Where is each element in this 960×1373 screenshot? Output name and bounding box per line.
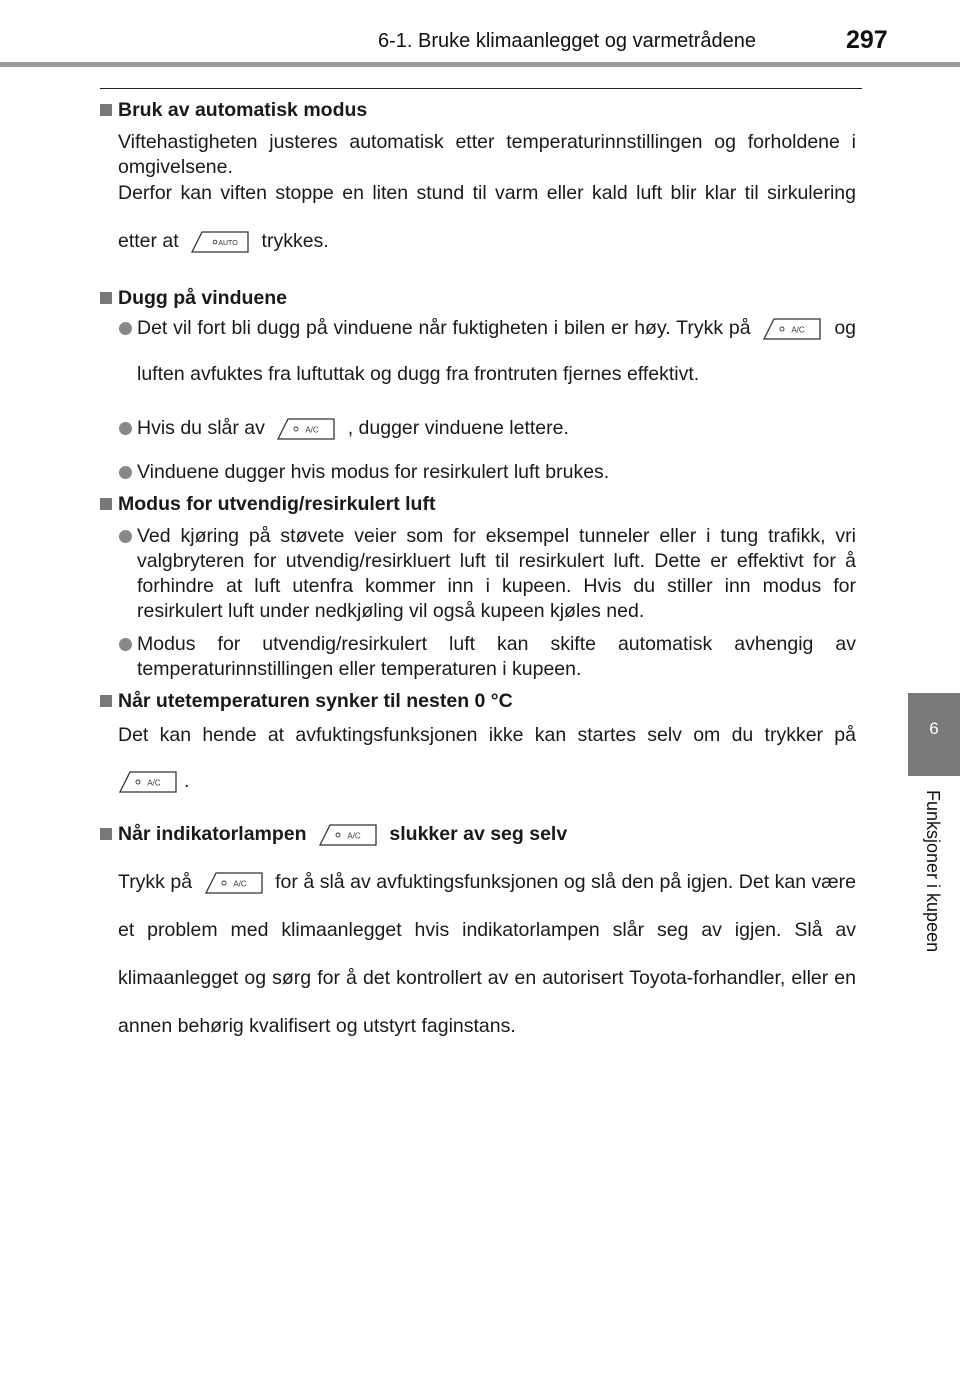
bullet-recirc-1: Ved kjøring på støvete veier som for eksempel tunneler eller i tung trafikk, vri valgbryteren for utvendig/resirkluert luft til resirkulert luft. Dette er effektivt for å forhindre at luft utenfra kommer inn i kupeen. Hvis du stiller inn modus for resirkulert luft under nedkjøling vil også kupeen kjøles ned. [118,524,856,624]
para-auto-mode-2: Derfor kan viften stoppe en liten stund til varm eller kald luft blir klar til sirkulering etter at AUTO trykkes. [118,182,856,252]
heading-fog: Dugg på vinduene [100,286,856,311]
ac-button-label: A/C [347,831,361,841]
header-rule [0,62,960,67]
ac-button-label: A/C [305,425,319,435]
round-bullet-icon [119,322,132,335]
para-indicator: Trykk på A/C for å slå av avfuktingsfunksjonen og slå den på igjen. Det kan være et problem med klimaanlegget hvis indikatorlampen slår seg av igjen. Slå av klimaanlegget og sørg for å det kontrollert av en autorisert Toyota-forhandler, eller en annen behørig kvalifisert og utstyrt faginstans. [118,871,856,1037]
square-bullet-icon [100,695,112,707]
bullet-fog-2: Hvis du slår av A/C , dugger vinduene lettere. [118,405,856,451]
ac-button-icon [318,823,378,847]
chapter-number: 6 [929,719,939,738]
bullet-fog-3: Vinduene dugger hvis modus for resirkulert luft brukes. [118,460,856,485]
square-bullet-icon [100,828,112,840]
para-cold: Det kan hende at avfuktingsfunksjonen ikke kan startes selv om du trykker på A/C . [118,724,856,792]
auto-button-label: AUTO [218,239,238,247]
ac-button-icon [276,417,336,441]
content-rule [100,88,862,89]
chapter-tab [908,693,960,776]
round-bullet-icon [119,422,132,435]
ac-button-icon [204,871,264,895]
page-number: 297 [846,26,888,54]
heading-cold: Når utetemperaturen synker til nesten 0 °C [100,689,856,714]
bullet-fog-1: Det vil fort bli dugg på vinduene når fuktigheten i bilen er høy. Trykk på A/C og luften avfuktes fra luftuttak og dugg fra frontruten fjernes effektivt. [118,305,856,397]
ac-button-label: A/C [147,778,161,788]
page-content [100,96,856,1038]
ac-button-icon [118,770,178,794]
ac-button-label: A/C [791,325,806,335]
square-bullet-icon [100,104,112,116]
ac-button-icon [762,317,822,341]
heading-recirc: Modus for utvendig/resirkulert luft [100,492,856,517]
heading-auto-mode: Bruk av automatisk modus [100,98,856,123]
heading-indicator: Når indikatorlampen A/C slukker av seg selv [100,812,856,856]
section-title: 6-1. Bruke klimaanlegget og varmetrådene [378,30,756,52]
square-bullet-icon [100,292,112,304]
auto-button-icon [190,230,250,254]
square-bullet-icon [100,498,112,510]
round-bullet-icon [119,466,132,479]
round-bullet-icon [119,638,132,651]
round-bullet-icon [119,530,132,543]
para-auto-mode-1: Viftehastigheten justeres automatisk etter temperaturinnstillingen og forholdene i omgivelsene. [118,131,856,178]
ac-button-label: A/C [232,879,247,889]
bullet-recirc-2: Modus for utvendig/resirkulert luft kan skifte automatisk avhengig av temperaturinnstillingen eller temperaturen i kupeen. [118,632,856,682]
chapter-title: Funksjoner i kupeen [923,790,943,953]
